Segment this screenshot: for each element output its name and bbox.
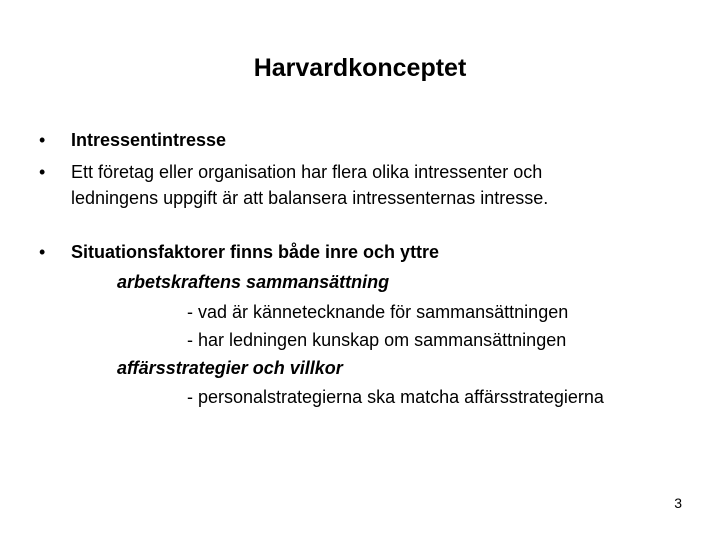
sub-item: - har ledningen kunskap om sammansättningen [187,330,567,350]
bullet-situationsfaktorer: Situationsfaktorer finns både inre och yttre [71,242,440,262]
bullet-intressentintresse: Intressentintresse [71,130,227,150]
subheading-affarsstrategier: affärsstrategier och villkor [117,358,343,378]
sub-item: - personalstrategierna ska matcha affärsstrategierna [187,387,604,407]
bullet-text-line1: Ett företag eller organisation har flera olika intressenter och [71,162,543,182]
slide-title: Harvardkonceptet [253,54,467,82]
subheading-arbetskraftens: arbetskraftens sammansättning [117,272,390,292]
page-number: 3 [674,495,682,511]
bullet-icon: • [39,130,46,150]
bullet-icon: • [39,162,46,182]
bullet-text-line2: ledningens uppgift är att balansera intressenternas intresse. [71,188,549,208]
sub-item: - vad är kännetecknande för sammansättningen [187,302,569,322]
bullet-icon: • [39,242,46,262]
